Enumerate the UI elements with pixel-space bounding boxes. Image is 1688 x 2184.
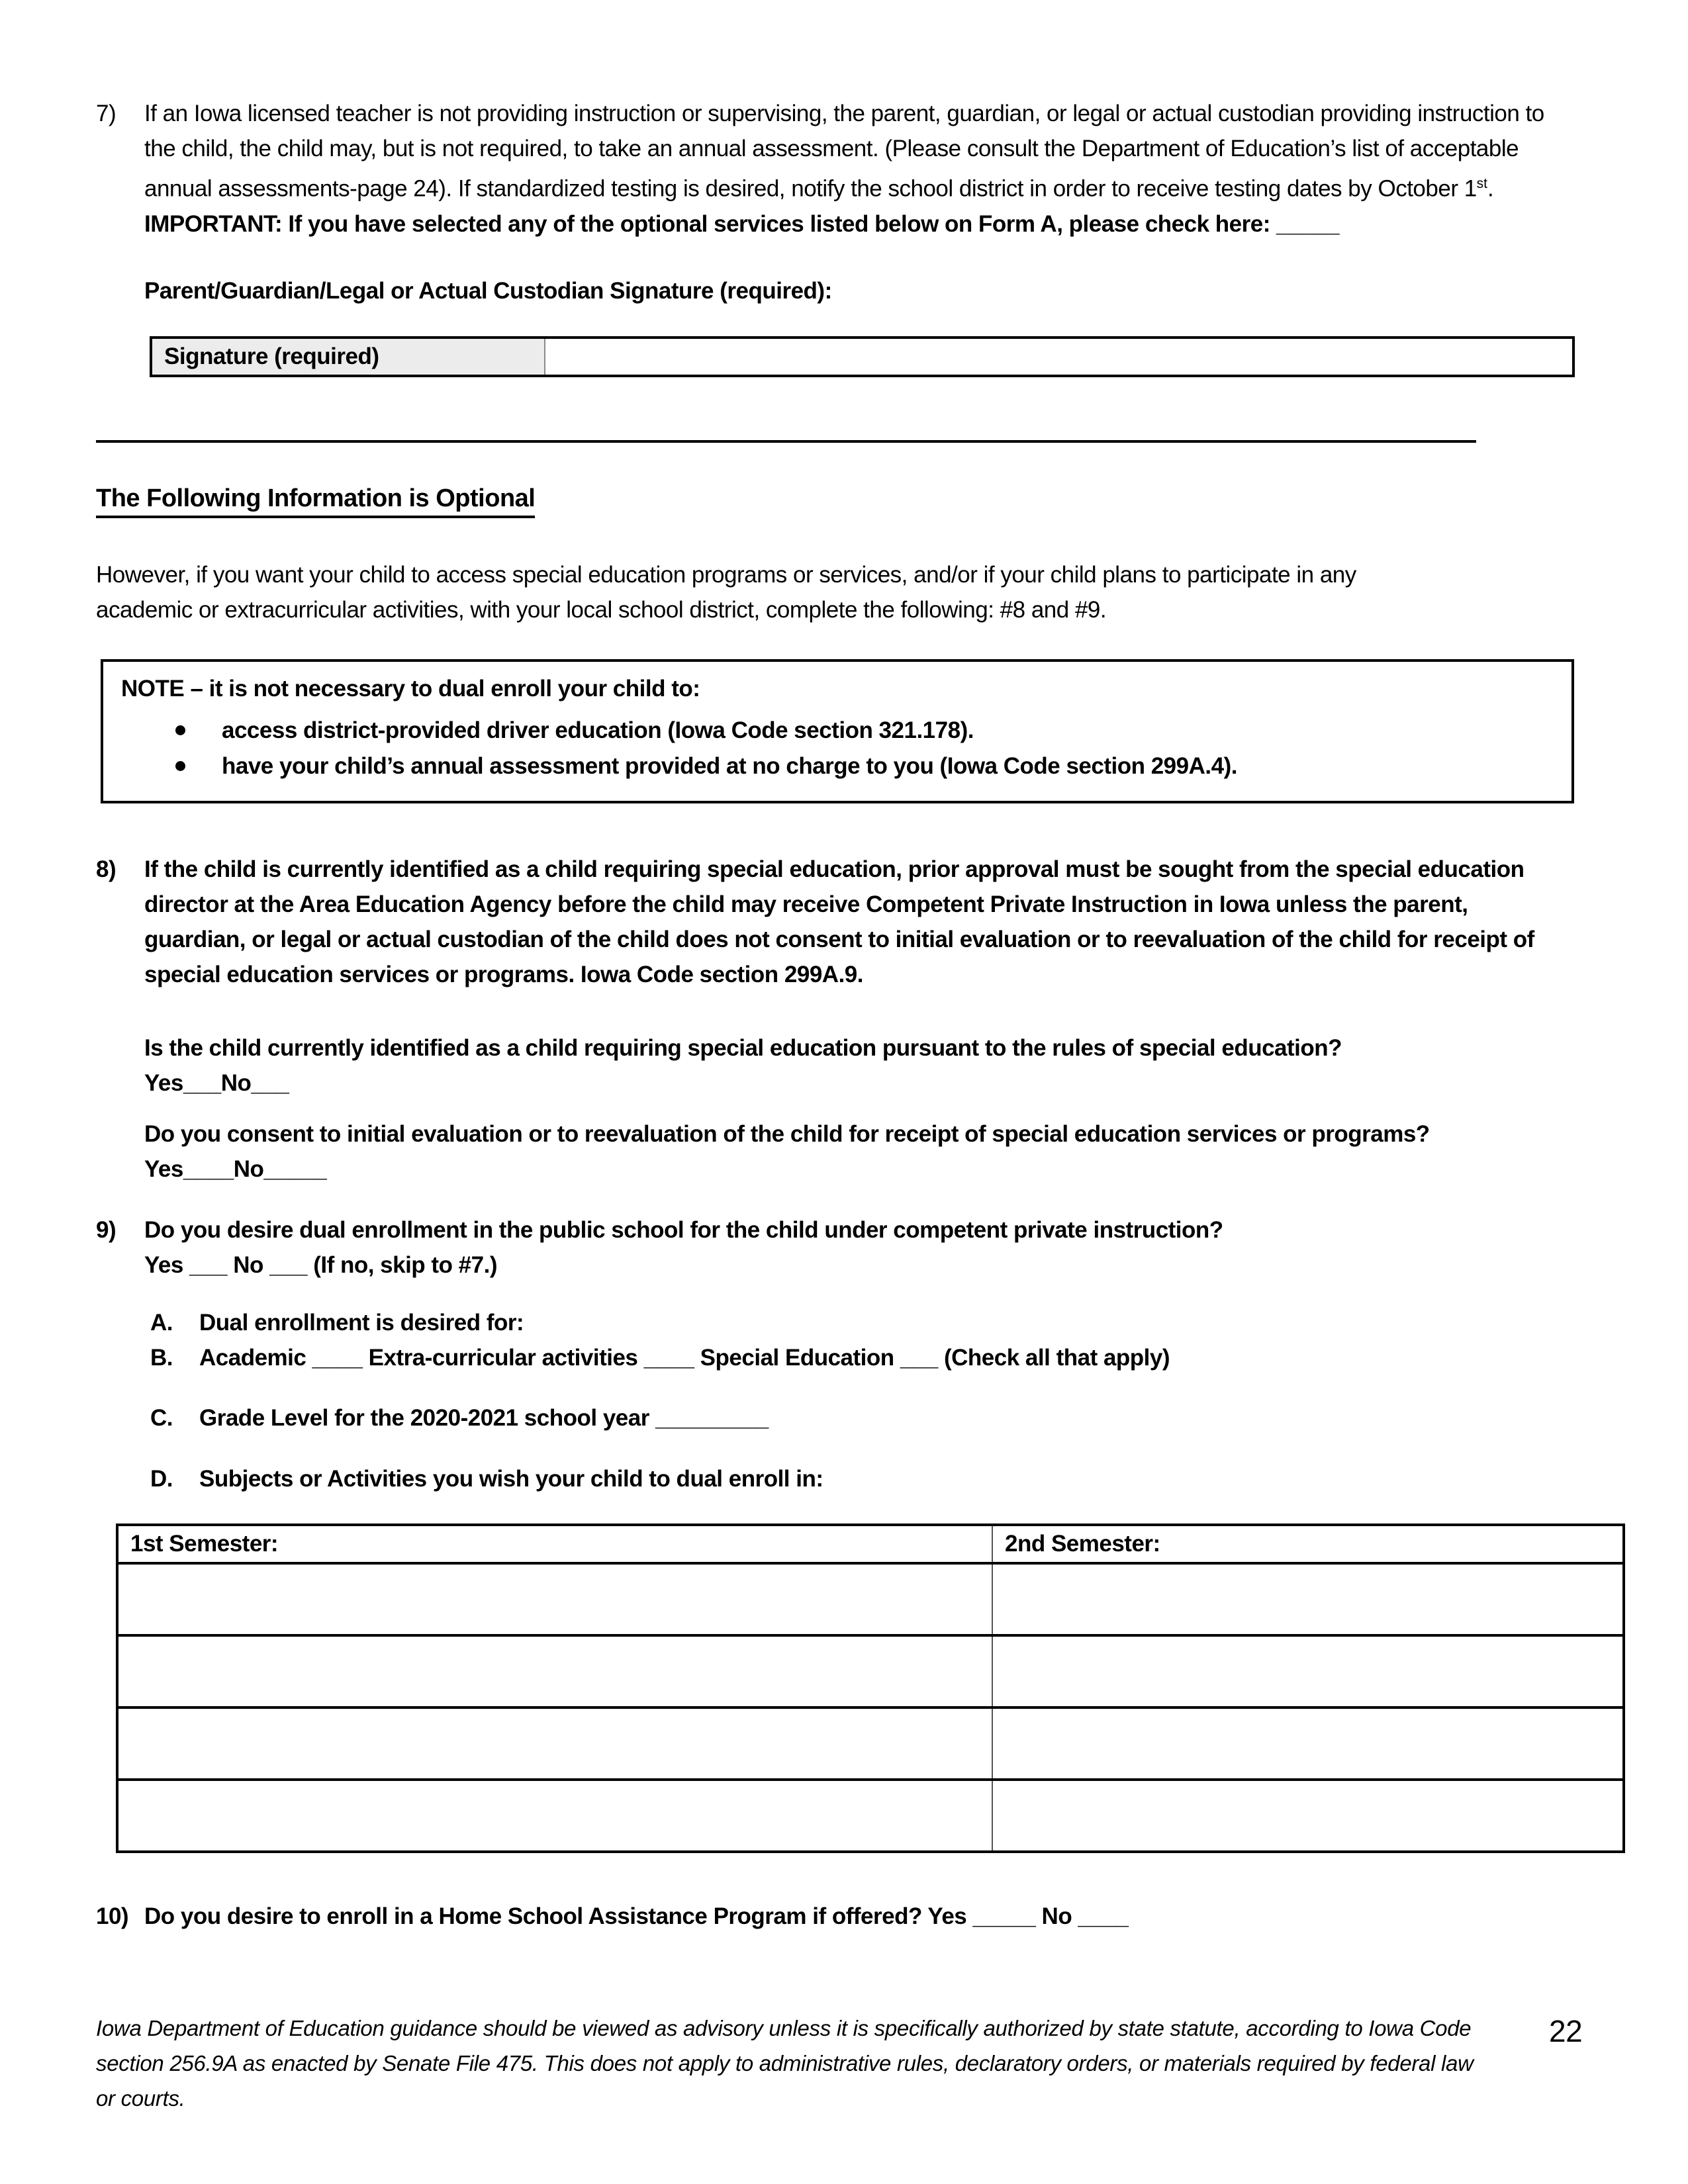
item-9-sub-d-text: Subjects or Activities you wish your child to dual enroll in: (199, 1465, 823, 1492)
item-10-number: 10) (96, 1903, 129, 1929)
item-7-body (144, 96, 1688, 242)
optional-intro-line1: However, if you want your child to access special education programs or services, and/or if your child plans to participate in any (96, 561, 1356, 588)
first-semester-cell[interactable] (117, 1707, 992, 1780)
item-7-line1: If an Iowa licensed teacher is not providing instruction or supervising, the parent, guardian, or legal or actual custodian providing instruction to (144, 101, 1544, 126)
section-divider-line (96, 440, 1476, 443)
footer-line-2: section 256.9A as enacted by Senate File 475. This does not apply to administrative rules, declaratory orders, or materials required by federal law (96, 2051, 1474, 2075)
item-9-sub-c-label: C. (150, 1404, 173, 1431)
item-10-yes-no-blanks[interactable]: Do you desire to enroll in a Home School Assistance Program if offered? Yes _____ No ____ (144, 1903, 1129, 1929)
item-8-question-1: Is the child currently identified as a child requiring special education pursuant to the rules of special education? (144, 1034, 1342, 1061)
second-semester-cell[interactable] (992, 1707, 1624, 1780)
item-8-question-1-yes-no-blanks[interactable]: Yes___No___ (144, 1069, 289, 1096)
item-9-body (144, 1212, 1688, 1496)
semester-table-row (117, 1780, 1624, 1852)
item-10-body (144, 1899, 1688, 1934)
item-9-sub-b (150, 1340, 1688, 1375)
item-8-number: 8) (96, 856, 117, 882)
optional-intro-line2: academic or extracurricular activities, with your local school district, complete the following: #8 and #9. (96, 596, 1107, 623)
note-box (101, 659, 1574, 803)
item-9-yes-no-blanks[interactable]: Yes ___ No ___ (If no, skip to #7.) (144, 1251, 497, 1278)
item-8-body (144, 852, 1688, 1187)
item-8-question-2-yes-no-blanks[interactable]: Yes____No_____ (144, 1156, 327, 1182)
semester-table (116, 1524, 1625, 1853)
semester-table-row (117, 1635, 1624, 1707)
note-bullet-2-text: have your child’s annual assessment provided at no charge to you (Iowa Code section 299A.4). (222, 752, 1237, 779)
semester-table-header-row (117, 1525, 1624, 1563)
item-8-line2: director at the Area Education Agency before the child may receive Competent Private Instruction in Iowa unless the parent, (144, 891, 1468, 917)
item-7-number: 7) (96, 101, 117, 126)
item-9-sub-b-checklist-blanks[interactable]: Academic ____ Extra-curricular activities ____ Special Education ___ (Check all that apply) (199, 1344, 1170, 1371)
note-title: NOTE – it is not necessary to dual enroll your child to: (121, 675, 700, 702)
page-number: 22 (1549, 2014, 1583, 2048)
item-9-sub-c-grade-level-blank[interactable]: Grade Level for the 2020-2021 school year _________ (199, 1404, 769, 1431)
signature-label-cell: Signature (required) (152, 339, 545, 375)
item-9-sub-d-label: D. (150, 1465, 173, 1492)
second-semester-cell[interactable] (992, 1563, 1624, 1635)
item-8 (96, 852, 1688, 1187)
optional-section-heading (96, 481, 1688, 516)
item-9 (96, 1212, 1688, 1496)
optional-section-heading-text: The Following Information is Optional (96, 484, 535, 518)
second-semester-cell[interactable] (992, 1635, 1624, 1707)
item-9-sub-a-text: Dual enrollment is desired for: (199, 1309, 524, 1336)
item-8-line4: special education services or programs. Iowa Code section 299A.9. (144, 961, 863, 987)
bullet-icon (175, 725, 185, 735)
item-8-line1: If the child is currently identified as a child requiring special education, prior approval must be sought from the special education (144, 856, 1524, 882)
item-9-number: 9) (96, 1216, 117, 1243)
bullet-icon (175, 761, 185, 771)
signature-table (150, 336, 1575, 377)
item-9-question: Do you desire dual enrollment in the public school for the child under competent private instruction? (144, 1216, 1223, 1243)
item-9-sub-c (150, 1400, 1688, 1435)
signature-input-cell[interactable] (545, 339, 1572, 375)
footer-line-3: or courts. (96, 2086, 185, 2111)
second-semester-cell[interactable] (992, 1780, 1624, 1852)
first-semester-cell[interactable] (117, 1635, 992, 1707)
first-semester-cell[interactable] (117, 1563, 992, 1635)
item-7-line3-text: annual assessments-page 24). If standardized testing is desired, notify the school district in order to receive testing dates by October 1 (144, 175, 1477, 202)
item-8-question-2: Do you consent to initial evaluation or to reevaluation of the child for receipt of special education services or programs? (144, 1120, 1430, 1147)
note-bullet-2 (121, 749, 1571, 784)
second-semester-header: 2nd Semester: (992, 1525, 1624, 1563)
first-semester-cell[interactable] (117, 1780, 992, 1852)
note-bullet-1 (121, 713, 1571, 748)
item-9-sub-a (150, 1305, 1688, 1340)
item-9-sub-b-label: B. (150, 1344, 173, 1371)
item-9-sub-d (150, 1461, 1688, 1496)
item-7 (96, 96, 1688, 242)
semester-table-row (117, 1707, 1624, 1780)
item-7-line3-period: . (1487, 175, 1494, 202)
important-check-here-line[interactable]: IMPORTANT: If you have selected any of the optional services listed below on Form A, please check here: _____ (144, 210, 1339, 237)
item-10 (96, 1899, 1688, 1934)
first-semester-header: 1st Semester: (117, 1525, 992, 1563)
footer-line-1: Iowa Department of Education guidance should be viewed as advisory unless it is specifically authorized by state statute, according to Iowa Code (96, 2016, 1472, 2040)
optional-intro (96, 557, 1688, 627)
item-8-line3: guardian, or legal or actual custodian of the child does not consent to initial evaluation or to reevaluation of the child for receipt of (144, 926, 1534, 952)
semester-table-row (117, 1563, 1624, 1635)
item-9-sub-a-label: A. (150, 1309, 173, 1336)
signature-section-label: Parent/Guardian/Legal or Actual Custodian Signature (required): (144, 277, 832, 304)
item-7-line3 (144, 166, 1688, 206)
item-7-line2: the child, the child may, but is not required, to take an annual assessment. (Please consult the Department of Education’s list of acceptable (144, 136, 1519, 161)
footer-disclaimer (96, 2011, 1474, 2116)
ordinal-suffix: st (1476, 176, 1488, 191)
note-bullet-1-text: access district-provided driver education (Iowa Code section 321.178). (222, 717, 974, 743)
